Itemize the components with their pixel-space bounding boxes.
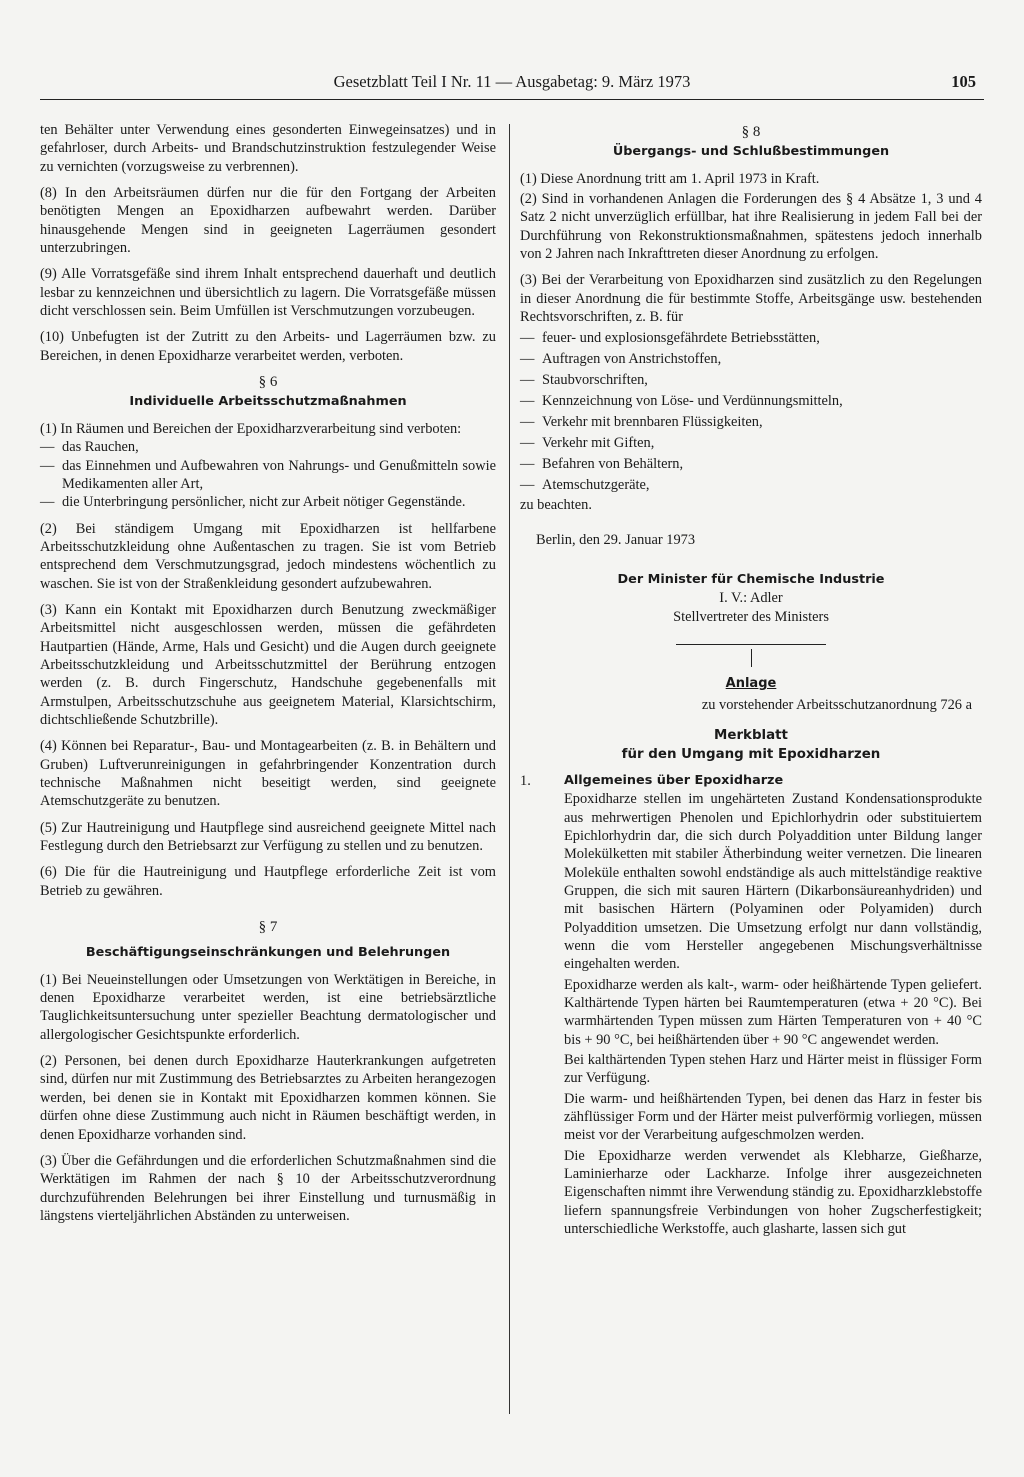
s8-paragraph-3: (3) Bei der Verarbeitung von Epoxidharzen sind zusätzlich zu den Regelungen in dieser Anordnung die für bestimmte Stoffe, Arbeitsgänge usw. bestehenden Rechtsvorschriften, z. B. für [520,272,982,326]
section-7-title: Beschäftigungseinschränkungen und Belehrungen [85,945,451,961]
signatory-role: Stellvertreter des Ministers [673,608,829,625]
s8-paragraph-2: (2) Sind in vorhandenen Anlagen die Forderungen des § 4 Absätze 1, 3 und 4 Satz 2 nicht unverzüglich erfüllbar, hat ihre Realisierung in jedem Fall bei der Durchführung von Rekonstruktionsmaßnahmen, spätestens jedoch innerhalb von 2 Jahren nach Inkrafttreten dieser Anordnung zu erfolgen. [520,191,982,263]
leaflet-paragraph-1: Epoxidharze stellen im ungehärteten Zustand Kondensationsprodukte aus mehrwertigen Phenolen und Epichlorhydrin oder substituiertem Epichlorhydrin dar, die sich durch Polyaddition unter Bildung langer Molekülketten mit stabiler Ätherbindung weiter vernetzen. Die linearen Moleküle enthalten sowohl endständige als auch mittelständige reaktive Gruppen, die sich mit sauren Härtern (Dikarbonsäureanhydriden) und mit basischen Härtern (Polyaminen oder Polyamiden) durch Polyaddition umsetzen. Die Umsetzung erfolgt nur dann vollständig, wenn die vom Hersteller angegebenen Mischungsverhältnisse eingehalten werden. [564,791,982,973]
paragraph-9: (9) Alle Vorratsgefäße sind ihrem Inhalt entsprechend dauerhaft und deutlich lesbar zu kennzeichnen und übersichtlich zu lagern. Die Vorratsgefäße müssen dicht verschlossen sein. Beim Umfüllen ist Verschmutzungen vorzubeugen. [40,266,496,320]
list-item: — das Rauchen, [40,438,496,456]
s6-paragraph-1: (1) In Räumen und Bereichen der Epoxidharzverarbeitung sind verboten: [40,420,462,437]
signature-rule [676,644,826,645]
list-item: — Verkehr mit brennbaren Flüssigkeiten, [520,412,982,433]
list-item: — Kennzeichnung von Löse- und Verdünnungsmitteln, [520,391,982,412]
header-title: Gesetzblatt Teil I Nr. 11 — Ausgabetag: 9. März 1973 [333,72,691,91]
s6-paragraph-2: (2) Bei ständigem Umgang mit Epoxidharzen ist hellfarbene Arbeitsschutzkleidung ohne Außentaschen zu tragen. Sie ist vom Betrieb entsprechend dem Verschmutzungsgrad, jedoch mindestens wöchentlich zu waschen. Sie ist von der Straßenkleidung gesondert aufzubewahren. [40,520,496,592]
divider-tick [751,649,752,667]
header-rule [40,99,984,100]
section-6-title: Individuelle Arbeitsschutzmaßnahmen [129,394,407,410]
s6-paragraph-4: (4) Können bei Reparatur-, Bau- und Montagearbeiten (z. B. in Behältern und Gruben) Luftverunreinigungen in gefahrbringender Konzentration durch technische Maßnahmen nicht beseitigt werden, sind geeignete Atemschutzgeräte zu benutzen. [40,738,496,810]
left-column [40,121,496,1233]
list-item: — Staubvorschriften, [520,370,982,391]
s8-regulation-list [520,328,982,496]
leaflet-title [520,726,982,764]
leaflet-paragraph-4: Die warm- und heißhärtenden Typen, bei denen das Harz in fester bis zähflüssiger Form und der Härter meist pulverförmig vorliegen, müssen meist vor der Verarbeitung aufgeschmolzen werden. [564,1090,982,1144]
list-item: — das Einnehmen und Aufbewahren von Nahrungs- und Genußmitteln sowie Medikamenten aller Art, [40,457,496,494]
list-item: — Atemschutzgeräte, [520,475,982,496]
s6-paragraph-5: (5) Zur Hautreinigung und Hautpflege sind ausreichend geeignete Mittel nach Festlegung durch den Betriebsarzt zur Verfügung zu stellen und zu benutzen. [40,819,496,855]
section-6-number: § 6 [258,374,278,391]
section-8-title: Übergangs- und Schlußbestimmungen [612,144,890,160]
leaflet-paragraph-3: Bei kalthärtenden Typen stehen Harz und Härter meist in flüssiger Form zur Verfügung. [564,1052,982,1087]
s8-paragraph-1: (1) Diese Anordnung tritt am 1. April 1973 in Kraft. [520,170,820,187]
list-item: — Befahren von Behältern, [520,454,982,475]
section-1-title: Allgemeines über Epoxidharze [564,772,784,788]
page-header [40,72,984,102]
s6-prohibited-list [40,438,496,511]
paragraph-continuation: ten Behälter unter Verwendung eines gesonderten Einwegeinsatzes) und in gefahrloser, durch Arbeits- und Brandschutzinstruktion festzulegender Weise zu vernichten (vorzugsweise zu verbrennen). [40,122,496,175]
s6-paragraph-6: (6) Die für die Hautreinigung und Hautpflege erforderliche Zeit ist vom Betrieb zu gewähren. [40,864,496,899]
leaflet-section-1 [520,772,982,1239]
appendix-subtitle: zu vorstehender Arbeitsschutzanordnung 726 a [701,696,972,713]
right-column [520,121,982,1238]
leaflet-paragraph-5: Die Epoxidharze werden verwendet als Klebharze, Gießharze, Laminierharze oder Lackharze. Infolge ihrer ausgezeichneten Eigenschaften nimmt ihre Verwendung ständig zu. Epoxidharzklebstoffe liefern spannungsfreie Verbindungen von hoher Zugscherfestigkeit; unterschiedliche Werkstoffe, auch glasharte, lassen sich gut [564,1147,982,1238]
list-item: — die Unterbringung persönlicher, nicht zur Arbeit nötiger Gegenstände. [40,493,496,511]
section-8-number: § 8 [741,124,761,140]
section-1-number: 1. [520,772,531,789]
paragraph-8: (8) In den Arbeitsräumen dürfen nur die für den Fortgang der Arbeiten benötigten Mengen an Epoxidharzen aufbewahrt werden. Darüber hinausgehende Mengen sind in geeigneten Lagerräumen gesondert unterzubringen. [40,185,496,257]
s7-paragraph-1: (1) Bei Neueinstellungen oder Umsetzungen von Werktätigen in Bereiche, in denen Epoxidharze verarbeitet werden, ist eine betriebsärztliche Tauglichkeitsuntersuchung unter spezieller Beachtung dermatologischer und allergologischer Gesichtspunkte erforderlich. [40,971,496,1043]
minister-title: Der Minister für Chemische Industrie [617,572,885,588]
leaflet-title-line-2: für den Umgang mit Epoxidharzen [621,746,881,762]
signatory: I. V.: Adler [719,590,783,607]
list-item: — Verkehr mit Giften, [520,433,982,454]
page-number: 105 [951,72,976,91]
s8-closing: zu beachten. [520,497,592,514]
paragraph-10: (10) Unbefugten ist der Zutritt zu den Arbeits- und Lagerräumen bzw. zu Bereichen, in denen Epoxidharze verarbeitet werden, verboten. [40,329,496,364]
leaflet-title-line-1: Merkblatt [714,727,788,743]
s7-paragraph-3: (3) Über die Gefährdungen und die erforderlichen Schutzmaßnahmen sind die Werktätigen im Rahmen der nach § 10 der Arbeitsschutzverordnung durchzuführenden Belehrungen bei ihrer Einstellung und turnusmäßig in längstens vierteljährlichen Abständen zu unterweisen. [40,1152,496,1224]
s7-paragraph-2: (2) Personen, bei denen durch Epoxidharze Hauterkrankungen aufgetreten sind, dürfen nur mit Zustimmung des Betriebsarztes zu Arbeiten herangezogen werden, bei denen sie in Kontakt mit Epoxidharzen kommen können. Sie dürfen ohne diese Zustimmung auch nicht in Räumen beschäftigt werden, in denen Epoxidharze vorhanden sind. [40,1053,496,1143]
date-line: Berlin, den 29. Januar 1973 [536,531,696,548]
leaflet-paragraph-2: Epoxidharze werden als kalt-, warm- oder heißhärtende Typen geliefert. Kalthärtende Typen härten bei Raumtemperaturen (etwa + 20 °C). Bei warmhärtenden Typen müssen zum Härten Temperaturen von + 40 °C bis + 90 °C, bei heißhärtenden über + 90 °C angewendet werden. [564,976,982,1048]
s6-paragraph-3: (3) Kann ein Kontakt mit Epoxidharzen durch Benutzung zweckmäßiger Arbeitsmittel nicht ausgeschlossen werden, müssen die gefährdeten Hautpartien (Hände, Arme, Hals und Gesicht) und die Augen durch geeignete Arbeitsschutzkleidung und Arbeitsschutzmittel der Berührung entzogen werden (z. B. durch Fingerschutz, Handschuhe gegebenenfalls mit Armstulpen, Arbeitsschutzschuhe aus geeignetem Material, Klarsichtschirm, dichtschließende Schutzbrille). [40,601,496,728]
section-7-number: § 7 [258,919,278,936]
appendix-label: Anlage [725,676,777,692]
list-item: — Auftragen von Anstrichstoffen, [520,349,982,370]
column-divider [509,124,510,1414]
list-item: — feuer- und explosionsgefährdete Betriebsstätten, [520,328,982,349]
